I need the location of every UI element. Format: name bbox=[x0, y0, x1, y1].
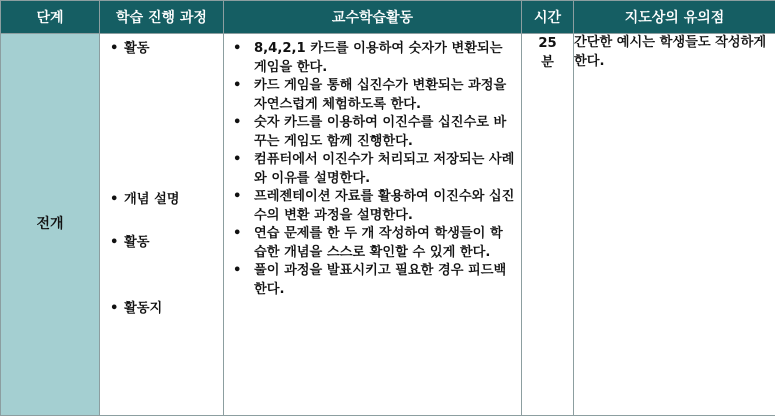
activities-cell bbox=[224, 34, 522, 416]
process-item: • 활동 bbox=[110, 40, 149, 59]
activity-item: • 숫자 카드를 이용하여 이진수를 십진수로 바꾸는 게임도 함께 진행한다. bbox=[224, 114, 515, 151]
time-unit: 분 bbox=[522, 53, 573, 72]
bullet-icon: • bbox=[110, 234, 124, 253]
bullet-icon: • bbox=[110, 40, 124, 59]
bullet-icon: • bbox=[233, 77, 247, 96]
bullet-icon: • bbox=[233, 151, 247, 170]
header-notes: 지도상의 유의점 bbox=[574, 1, 775, 34]
bullet-icon: • bbox=[110, 191, 124, 210]
activity-item: • 연습 문제를 한 두 개 작성하여 학생들이 학습한 개념을 스스로 확인할 수 있게 한다. bbox=[224, 225, 515, 262]
time-value: 25 bbox=[522, 34, 573, 53]
note-cell: 간단한 예시는 학생들도 작성하게 한다. bbox=[574, 34, 775, 416]
bullet-icon: • bbox=[233, 114, 247, 133]
header-stage: 단계 bbox=[1, 1, 100, 34]
header-process: 학습 진행 과정 bbox=[100, 1, 224, 34]
activity-item: • 풀이 과정을 발표시키고 필요한 경우 피드백한다. bbox=[224, 262, 515, 299]
process-item: • 활동 bbox=[110, 234, 149, 253]
stage-cell: 전개 bbox=[1, 34, 100, 416]
process-cell bbox=[100, 34, 224, 416]
activity-item: • 카드 게임을 통해 십진수가 변환되는 과정을 자연스럽게 체험하도록 한다. bbox=[224, 77, 515, 114]
time-cell bbox=[522, 34, 574, 416]
bullet-icon: • bbox=[233, 262, 247, 281]
bullet-icon: • bbox=[233, 40, 247, 59]
bullet-icon: • bbox=[233, 188, 247, 207]
bullet-icon: • bbox=[110, 300, 124, 319]
header-row bbox=[1, 1, 775, 34]
process-item: • 활동지 bbox=[110, 300, 162, 319]
activity-item: • 8,4,2,1 카드를 이용하여 숫자가 변환되는 게임을 한다. bbox=[224, 40, 515, 77]
bullet-icon: • bbox=[233, 225, 247, 244]
activity-item: • 프레젠테이션 자료를 활용하여 이진수와 십진수의 변환 과정을 설명한다. bbox=[224, 188, 515, 225]
header-activities: 교수학습활동 bbox=[224, 1, 522, 34]
header-time: 시간 bbox=[522, 1, 574, 34]
process-item: • 개념 설명 bbox=[110, 191, 180, 210]
activity-item: • 컴퓨터에서 이진수가 처리되고 저장되는 사례와 이유를 설명한다. bbox=[224, 151, 515, 188]
development-row bbox=[1, 34, 775, 416]
